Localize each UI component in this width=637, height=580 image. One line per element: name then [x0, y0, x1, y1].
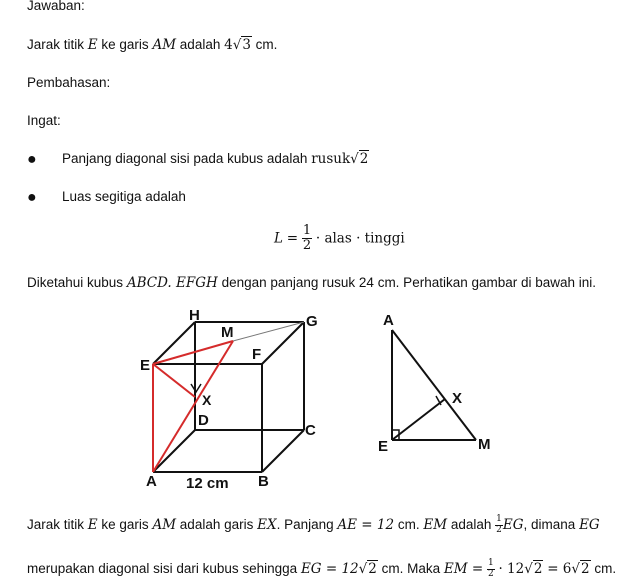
- label-f: F: [252, 346, 262, 363]
- label-b: B: [258, 473, 269, 490]
- tri-label-a: A: [383, 312, 394, 329]
- segment-ex: [153, 364, 195, 397]
- bullet-item-diagonal: Panjang diagonal sisi pada kubus adalah rusuk√2: [62, 151, 369, 167]
- tri-label-e: E: [378, 438, 389, 455]
- label-a: A: [146, 473, 157, 490]
- cube-edge: [262, 322, 304, 364]
- label-m: M: [221, 324, 234, 341]
- label-d: D: [198, 412, 209, 429]
- bullet-dot: ●: [27, 151, 37, 168]
- label-x: X: [202, 392, 212, 408]
- label-e: E: [140, 357, 151, 374]
- tri-label-x: X: [452, 390, 463, 407]
- label-c: C: [305, 422, 316, 439]
- triangle-side-am: [392, 330, 476, 440]
- bullet-item-area: Luas segitiga adalah: [62, 189, 186, 204]
- area-formula: L = $\frac{1}{2}$ · alas · tinggi: [274, 223, 405, 254]
- triangle-height-ex: [392, 399, 445, 440]
- discussion-heading: Pembahasan:: [27, 75, 111, 90]
- answer-heading: Jawaban:: [27, 0, 85, 13]
- label-h: H: [189, 307, 200, 324]
- remember-heading: Ingat:: [27, 113, 61, 128]
- tri-label-m: M: [478, 436, 491, 453]
- bullet-dot: ●: [27, 189, 37, 206]
- label-g: G: [306, 313, 318, 330]
- conclusion-line-2: merupakan diagonal sisi dari kubus sehingga EG = 12√2 cm. Maka EM = $\frac{1}{2}$ · 12√2 = 6√2 cm.: [27, 558, 617, 579]
- conclusion-line-1: Jarak titik E ke garis AM adalah garis EX. Panjang AE = 12 cm. EM adalah $\frac{1}{2}$ EG, dimana EG: [27, 514, 600, 535]
- edge-length-label: 12 cm: [186, 475, 229, 492]
- answer-line: Jarak titik E ke garis AM adalah 4√3 cm.: [27, 37, 278, 53]
- given-line: Diketahui kubus ABCD. EFGH dengan panjang rusuk 24 cm. Perhatikan gambar di bawah ini.: [27, 275, 597, 291]
- cube-edge: [262, 430, 304, 472]
